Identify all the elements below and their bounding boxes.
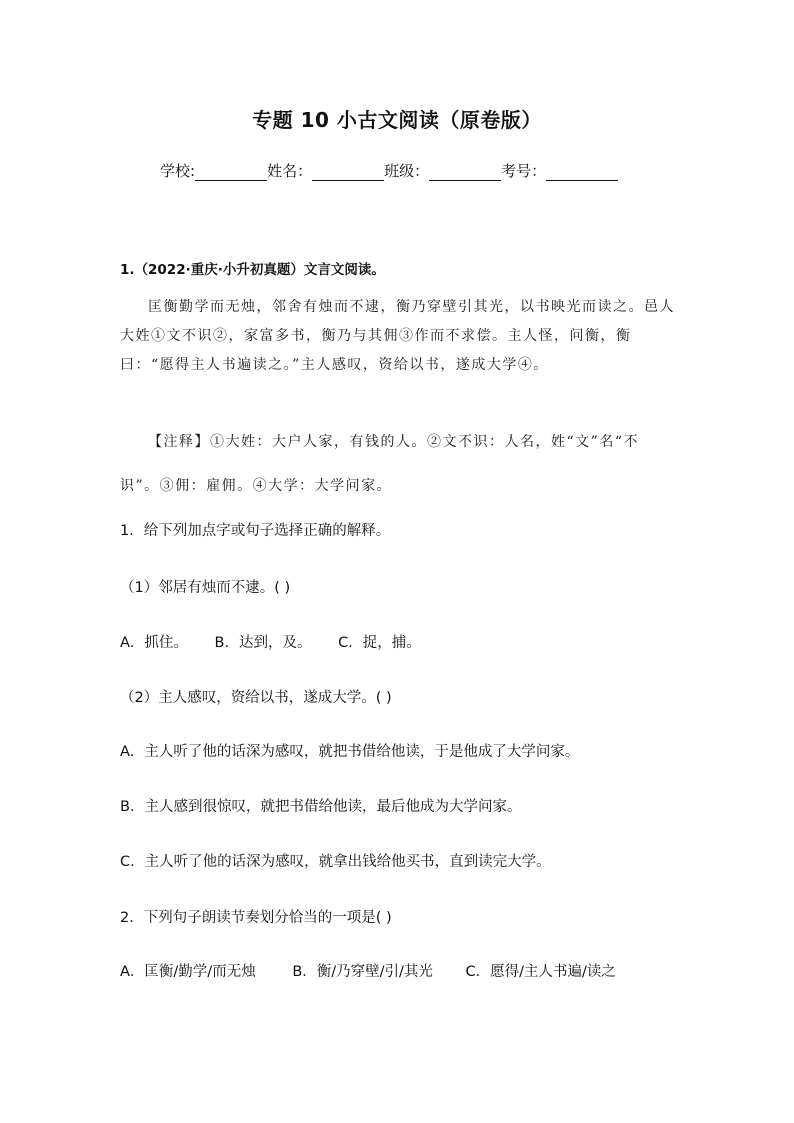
option-c[interactable]: C．捉，捕。 <box>338 635 421 651</box>
page-title: 专题 10 小古文阅读（原卷版） <box>252 108 542 132</box>
option-b[interactable]: B．衡/乃穿壁/引/其光 <box>292 964 433 980</box>
option-b[interactable]: B．达到，及。 <box>214 635 312 651</box>
question-2-options <box>120 960 616 981</box>
option-c[interactable]: C．愿得/主人书遍/读之 <box>465 964 616 980</box>
number-label: 考号： <box>501 162 547 180</box>
name-blank[interactable] <box>312 164 384 181</box>
classical-passage: 匡衡勤学而无烛，邻舍有烛而不逮，衡乃穿壁引其光，以书映光而读之。邑人大姓①文不识②，家富多书，衡乃与其佣③作而不求偿。主人怪，问衡，衡曰：“愿得主人书遍读之。”主人感叹，资给以书，遂成大学④。 <box>120 299 675 373</box>
question-1-1: （1）邻居有烛而不逮。( ) <box>120 580 291 596</box>
question-1-2-option-a[interactable]: A．主人听了他的话深为感叹，就把书借给他读，于是他成了大学问家。 <box>120 744 580 760</box>
school-blank[interactable] <box>195 164 267 181</box>
school-label: 学校: <box>160 162 196 180</box>
question-2-prompt: 2．下列句子朗读节奏划分恰当的一项是( ) <box>120 910 392 926</box>
question-1-1-options <box>120 631 421 652</box>
student-info-row <box>160 160 680 181</box>
option-a[interactable]: A．抓住。 <box>120 635 188 651</box>
class-blank[interactable] <box>429 164 501 181</box>
class-label: 班级： <box>384 162 430 180</box>
option-a[interactable]: A．匡衡/勤学/而无烛 <box>120 964 256 980</box>
question-heading: 1.（2022·重庆·小升初真题）文言文阅读。 <box>120 262 385 278</box>
question-1-2: （2）主人感叹，资给以书，遂成大学。( ) <box>120 690 392 706</box>
question-1-prompt: 1．给下列加点字或句子选择正确的解释。 <box>120 523 391 539</box>
name-label: 姓名： <box>267 162 313 180</box>
number-blank[interactable] <box>546 164 618 181</box>
question-1-2-option-c[interactable]: C．主人听了他的话深为感叹，就拿出钱给他买书，直到读完大学。 <box>120 854 551 870</box>
question-1-2-option-b[interactable]: B．主人感到很惊叹，就把书借给他读，最后他成为大学问家。 <box>120 799 522 815</box>
passage-notes: 【注释】①大姓：大户人家，有钱的人。②文不识：人名，姓“文”名“不识”。③佣：雇佣。④大学：大学问家。 <box>120 434 639 494</box>
